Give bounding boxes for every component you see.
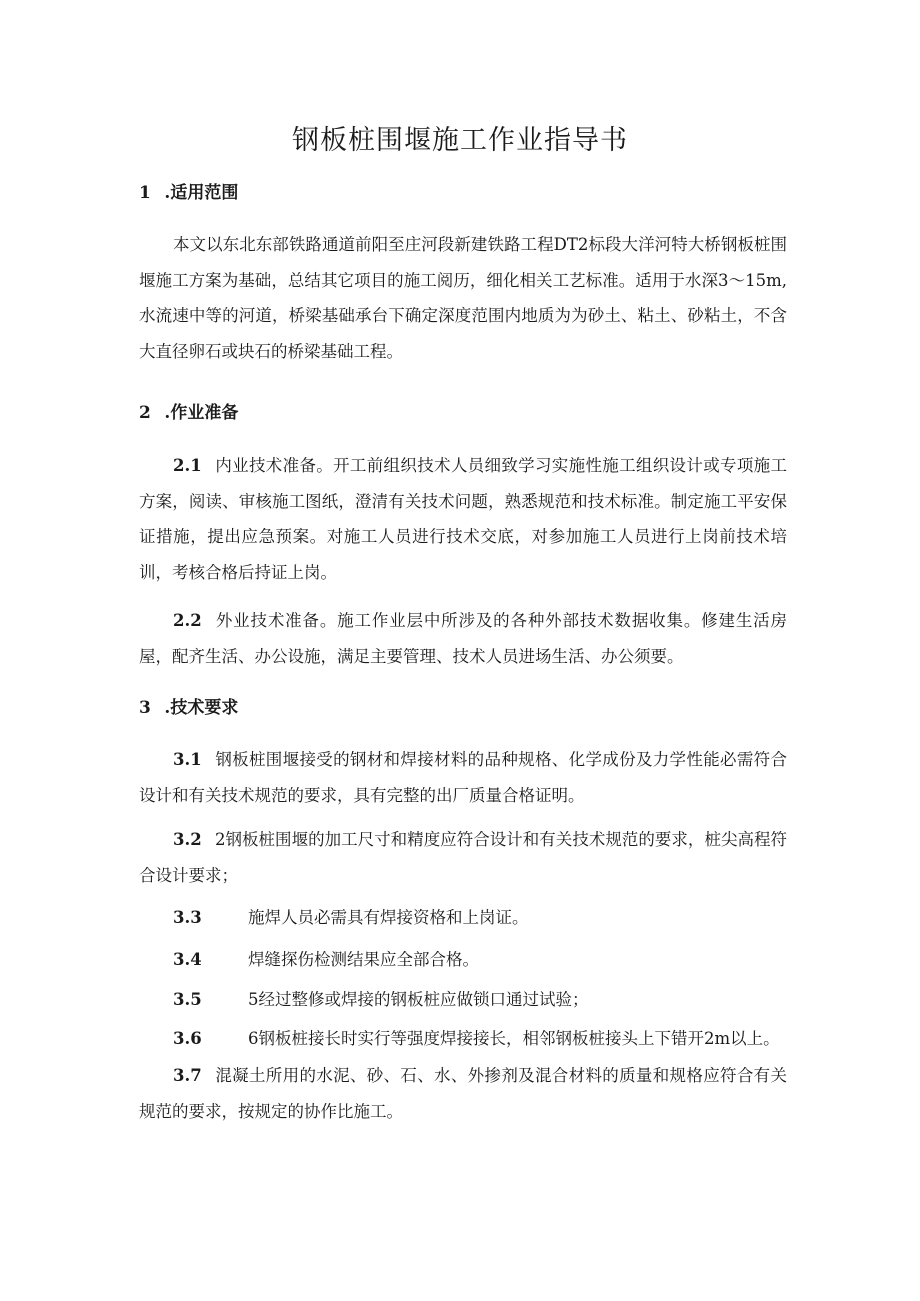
clause-3-5: [139, 982, 787, 1018]
clause-number: 2.1: [173, 456, 202, 475]
section-number: 3: [139, 698, 151, 718]
clause-3-3: [139, 900, 787, 936]
clause-text: 施焊人员必需具有焊接资格和上岗证。: [248, 908, 529, 927]
section-number: 2: [139, 403, 151, 423]
clause-2-2: [139, 603, 787, 674]
section-title: .适用范围: [164, 183, 239, 203]
section-1-paragraph: 本文以东北东部铁路通道前阳至庄河段新建铁路工程DT2标段大洋河特大桥钢板桩围堰施工方案为基础，总结其它项目的施工阅历，细化相关工艺标准。适用于水深3～15m,水流速中等的河道，桥梁基础承台下确定深度范围内地质为为砂土、粘土、砂粘土，不含大直径卵石或块石的桥梁基础工程。: [139, 235, 787, 361]
clause-3-1: [139, 742, 787, 813]
section-number: 1: [139, 183, 151, 203]
page-title: 钢板桩围堰施工作业指导书: [292, 125, 628, 156]
clause-text: 外业技术准备。施工作业层中所涉及的各种外部技术数据收集。修建生活房屋，配齐生活、办公设施，满足主要管理、技术人员进场生活、办公须要。: [139, 611, 787, 666]
clause-text: 6钢板桩接长时实行等强度焊接接长，相邻钢板桩接头上下错开2m以上。: [248, 1029, 780, 1048]
clause-number: 2.2: [173, 611, 202, 630]
clause-text: 5经过整修或焊接的钢板桩应做锁口通过试验；: [248, 990, 589, 1009]
section-heading-3: [139, 693, 238, 718]
clause-2-1: [139, 448, 787, 590]
clause-3-2: [139, 822, 787, 893]
clause-text: 2钢板桩围堰的加工尺寸和精度应符合设计和有关技术规范的要求，桩尖高程符合设计要求；: [139, 830, 787, 885]
clause-number: 3.6: [173, 1029, 202, 1048]
clause-3-7: [139, 1058, 787, 1129]
clause-number: 3.3: [173, 908, 202, 927]
clause-number: 3.5: [173, 990, 202, 1009]
clause-number: 3.1: [173, 750, 202, 769]
clause-text: 焊缝探伤检测结果应全部合格。: [248, 950, 479, 969]
clause-3-6: [139, 1021, 787, 1057]
clause-3-4: [139, 942, 787, 978]
clause-number: 3.4: [173, 950, 202, 969]
section-heading-1: [139, 178, 238, 203]
clause-text: 内业技术准备。开工前组织技术人员细致学习实施性施工组织设计或专项施工方案，阅读、审核施工图纸，澄清有关技术问题，熟悉规范和技术标准。制定施工平安保证措施，提出应急预案。对施工人员进行技术交底，对参加施工人员进行上岗前技术培训，考核合格后持证上岗。: [139, 456, 787, 582]
section-heading-2: [139, 398, 238, 423]
section-title: .技术要求: [164, 698, 239, 718]
clause-number: 3.7: [173, 1066, 202, 1085]
section-title: .作业准备: [164, 403, 239, 423]
clause-text: 混凝土所用的水泥、砂、石、水、外掺剂及混合材料的质量和规格应符合有关规范的要求，按规定的协作比施工。: [139, 1066, 787, 1121]
clause-text: 钢板桩围堰接受的钢材和焊接材料的品种规格、化学成份及力学性能必需符合设计和有关技术规范的要求，具有完整的出厂质量合格证明。: [139, 750, 787, 805]
clause-number: 3.2: [173, 830, 202, 849]
